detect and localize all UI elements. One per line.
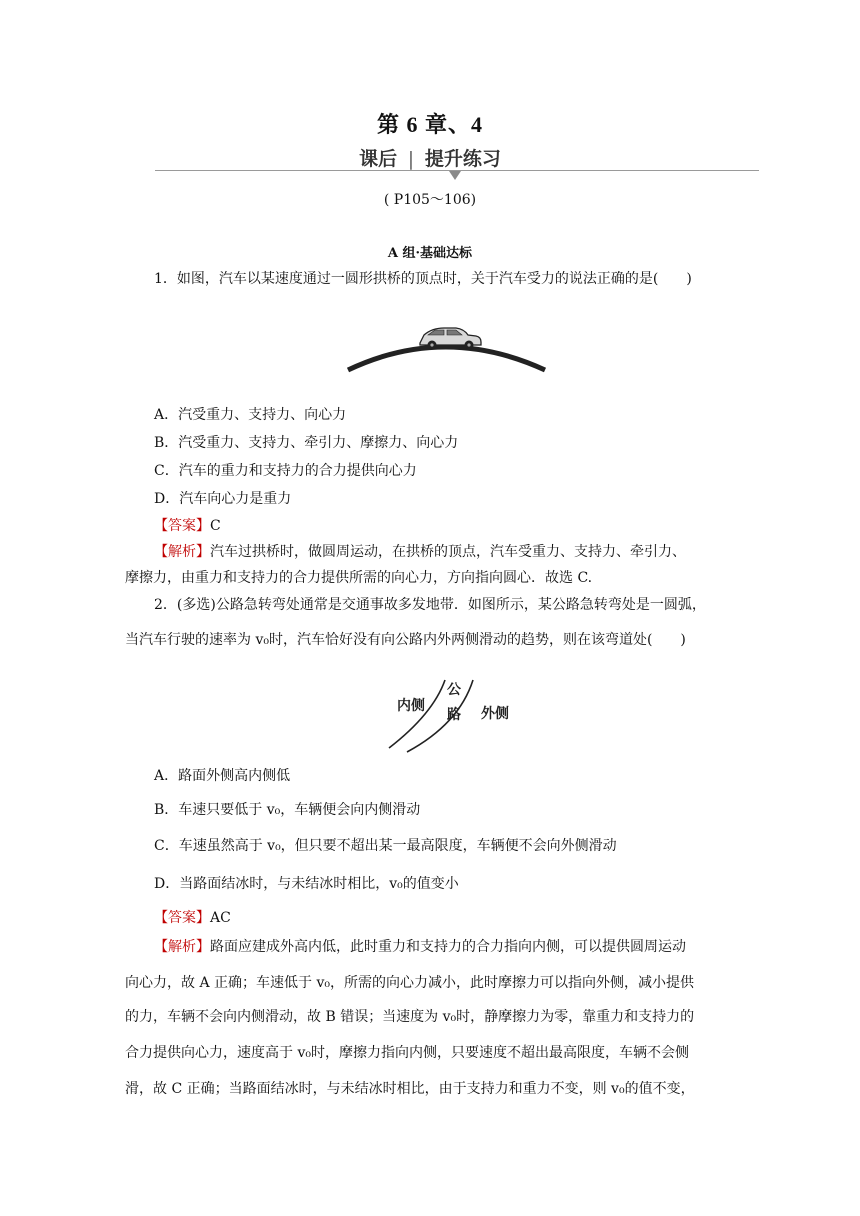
q1-option-c: C．汽车的重力和支持力的合力提供向心力 bbox=[154, 463, 417, 479]
section-left: 课后 bbox=[359, 148, 398, 170]
q2-analysis-line-5: 滑，故 C 正确；当路面结冰时，与未结冰时相比，由于支持力和重力不变，则 v₀的值不变， bbox=[125, 1081, 695, 1097]
fig-label-road-1: 公 bbox=[447, 682, 461, 698]
q2-option-d: D．当路面结冰时，与未结冰时相比，v₀的值变小 bbox=[154, 876, 459, 892]
q1-analysis-line-2: 摩擦力，由重力和支持力的合力提供所需的向心力，方向指向圆心．故选 C. bbox=[125, 570, 593, 586]
arch-bridge-curve bbox=[348, 347, 545, 370]
q2-analysis-line-2: 向心力，故 A 正确；车速低于 v₀，所需的向心力减小，此时摩擦力可以指向外侧，减小提供 bbox=[125, 975, 694, 991]
q1-option-a: A．汽受重力、支持力、向心力 bbox=[154, 407, 347, 423]
q1-answer bbox=[154, 515, 221, 535]
fig-label-outer: 外侧 bbox=[481, 706, 509, 722]
q2-option-b: B．车速只要低于 v₀，车辆便会向内侧滑动 bbox=[154, 802, 421, 818]
q2-analysis-text-1: 路面应建成外高内低，此时重力和支持力的合力指向内侧，可以提供圆周运动 bbox=[210, 939, 686, 955]
q1-analysis-tag: 【解析】 bbox=[154, 544, 210, 560]
q2-answer-tag: 【答案】 bbox=[154, 910, 210, 926]
q1-option-b: B．汽受重力、支持力、牵引力、摩擦力、向心力 bbox=[154, 435, 459, 451]
q2-answer bbox=[154, 907, 231, 927]
q1-stem: 1．如图，汽车以某速度通过一圆形拱桥的顶点时，关于汽车受力的说法正确的是( ) bbox=[154, 271, 692, 287]
q1-analysis-text-1: 汽车过拱桥时，做圆周运动，在拱桥的顶点，汽车受重力、支持力、牵引力、 bbox=[210, 544, 686, 560]
road-curve-figure bbox=[385, 674, 520, 754]
header-marker-icon bbox=[449, 171, 461, 180]
fig-label-inner: 内侧 bbox=[397, 698, 425, 714]
fig-label-road-2: 路 bbox=[447, 707, 461, 723]
q1-analysis-line-1 bbox=[154, 541, 686, 561]
q2-stem-2: 当汽车行驶的速率为 v₀时，汽车恰好没有向公路内外两侧滑动的趋势，则在该弯道处( ) bbox=[125, 632, 686, 648]
q2-analysis-line-1 bbox=[154, 936, 686, 956]
section-right: 提升练习 bbox=[424, 148, 501, 170]
q2-stem-1: 2．(多选)公路急转弯处通常是交通事故多发地带．如图所示，某公路急转弯处是一圆弧， bbox=[154, 597, 706, 613]
q1-option-d: D．汽车向心力是重力 bbox=[154, 491, 292, 507]
arch-bridge-figure bbox=[340, 322, 550, 374]
q2-analysis-line-4: 合力提供向心力，速度高于 v₀时，摩擦力指向内侧，只要速度不超出最高限度，车辆不会侧 bbox=[125, 1045, 689, 1061]
group-title: A 组·基础达标 bbox=[387, 246, 473, 261]
q2-analysis-tag: 【解析】 bbox=[154, 939, 210, 955]
section-heading bbox=[0, 144, 860, 171]
q2-answer-value: AC bbox=[210, 910, 231, 926]
q2-option-a: A．路面外侧高内侧低 bbox=[154, 768, 291, 784]
section-separator: | bbox=[407, 148, 415, 170]
q2-analysis-line-3: 的力，车辆不会向内侧滑动，故 B 错误；当速度为 v₀时，静摩擦力为零，靠重力和支持力的 bbox=[125, 1009, 695, 1025]
q1-answer-value: C bbox=[210, 518, 221, 534]
page-range: ( P105～106) bbox=[383, 192, 477, 208]
road-inner-edge bbox=[389, 680, 445, 748]
chapter-title: 第 6 章、4 bbox=[376, 112, 483, 137]
q1-answer-tag: 【答案】 bbox=[154, 518, 210, 534]
q2-option-c: C．车速虽然高于 v₀，但只要不超出某一最高限度，车辆便不会向外侧滑动 bbox=[154, 838, 617, 854]
